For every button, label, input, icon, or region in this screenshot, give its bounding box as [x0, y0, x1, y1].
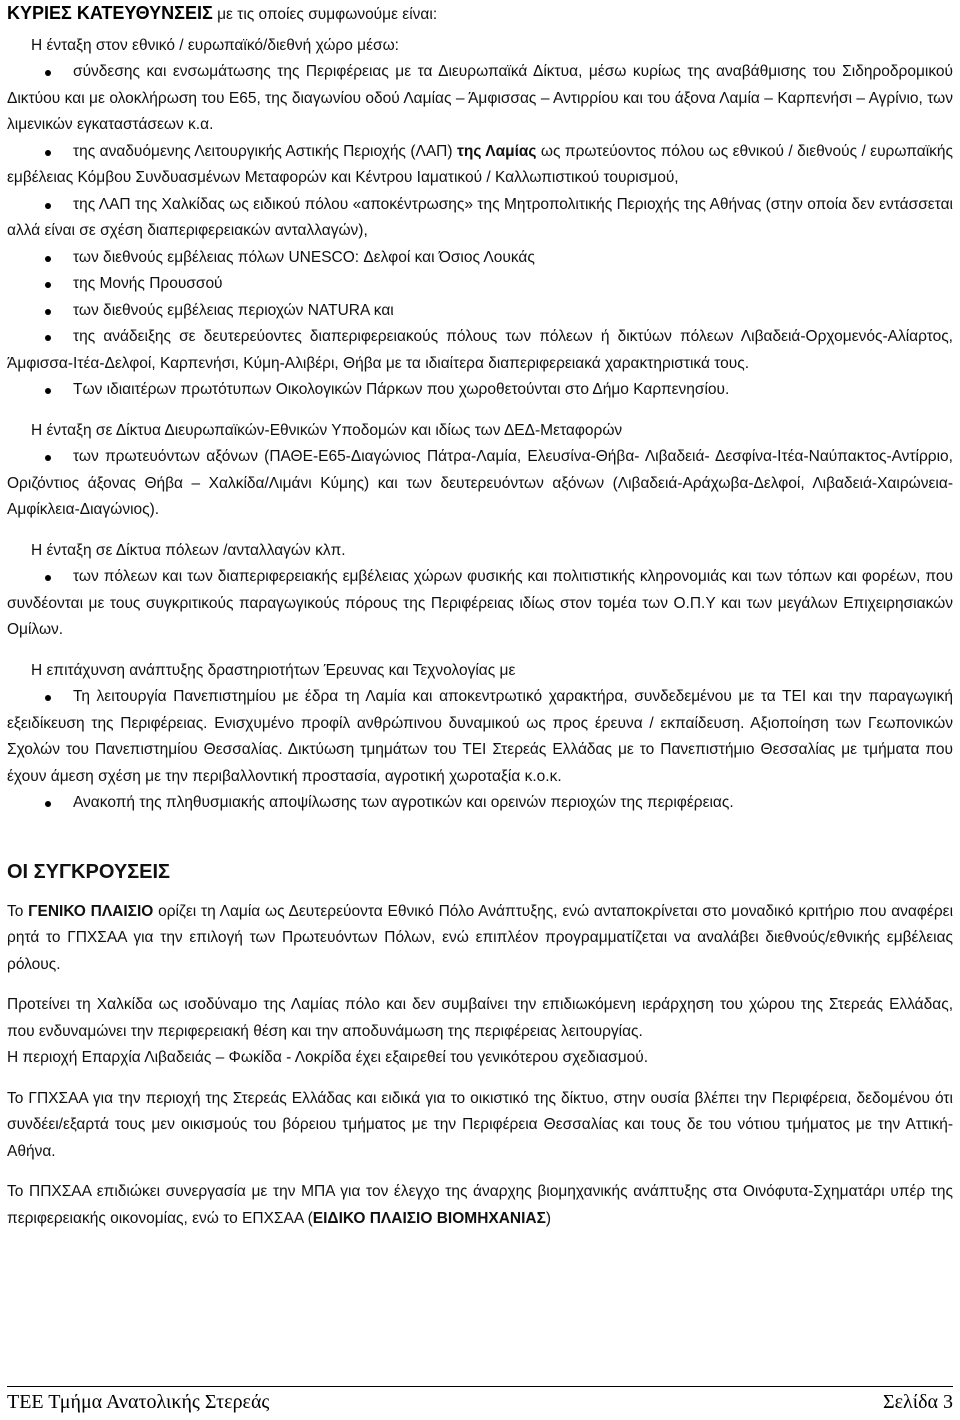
list-item: Τη λειτουργία Πανεπιστημίου με έδρα τη Λαμία και αποκεντρωτικό χαρακτήρα, συνδεδεμένου με τα ΤΕΙ και την παραγωγική εξειδίκευση της Περιφέρειας. Ενισχυμένο προφίλ ανθρώπινου δυναμικού ως προς έρευνα / εκπαίδευση. Αξιοποίηση των Γεωπονικών Σχολών του Πανεπιστημίου Θεσσαλίας. Δικτύωση τμημάτων του ΤΕΙ Στερεάς Ελλάδας με το Πανεπιστήμιο Θεσσαλίας με τμήματα που έχουν άμεση σχέση με την περιβαλλοντική προστασία, αγροτική χωροταξία κ.ο.κ.	[7, 688, 953, 785]
group2-subhead: Η ένταξη σε Δίκτυα Διευρωπαϊκών-Εθνικών Υποδομών και ιδίως των ΔΕΔ-Μεταφορών	[31, 421, 623, 439]
list-item: της ανάδειξης σε δευτερεύοντες διαπεριφερειακούς πόλους των πόλεων ή δικτύων πόλεων Λιβαδειά-Ορχομενός-Αλίαρτος, Άμφισσα-Ιτέα-Δελφοί, Καρπενήσι, Κύμη-Αλιβέρι, Θήβα με τα ιδιαίτερα διαπεριφερειακά χαρακτηριστικά τους.	[7, 328, 953, 372]
conflicts-paragraph-1: Το ΓΕΝΙΚΟ ΠΛΑΙΣΙΟ ορίζει τη Λαμία ως Δευτερεύοντα Εθνικό Πόλο Ανάπτυξης, ενώ ανταποκρίνεται στο μοναδικό κριτήριο που αναφέρει ρητά το ΓΠΧΣΑΑ για την επιλογή των Πρωτευόντων Πόλων, ενώ επιπλέον προγραμματίζεται να αναλάβει διεθνούς/εθνικής εμβέλειας ρόλους.	[7, 902, 954, 973]
bullet-icon	[45, 335, 51, 341]
bullet-icon	[45, 282, 51, 288]
bullet-icon	[45, 309, 51, 315]
intro-heading-suffix: με τις οποίες συμφωνούμε είναι:	[212, 6, 438, 23]
list-item: σύνδεσης και ενσωμάτωσης της Περιφέρειας με τα Διευρωπαϊκά Δίκτυα, μέσω κυρίως της αναβάθμισης του Σιδηροδρομικού Δικτύου και με ολοκλήρωση του Ε65, της διαγωνίου οδού Λαμίας – Άμφισσας – Αντιρρίου και του άξονα Λαμία – Καρπενήσι – Αγρίνιο, των λιμενικών εγκαταστάσεων κ.α.	[7, 63, 953, 133]
group1-subhead: Η ένταξη στον εθνικό / ευρωπαϊκό/διεθνή χώρο μέσω:	[31, 36, 399, 54]
footer-page-number: Σελίδα 3	[882, 1391, 953, 1413]
page-footer	[7, 1386, 953, 1414]
list-item: της Μονής Προυσσού	[7, 271, 953, 298]
bullet-icon	[45, 70, 51, 76]
bullet-icon	[45, 203, 51, 209]
group3-subhead: Η ένταξη σε Δίκτυα πόλεων /ανταλλαγών κλπ.	[31, 541, 346, 559]
list-item: των πόλεων και των διαπεριφερειακής εμβέλειας χώρων φυσικής και πολιτιστικής κληρονομιάς και των τόπων και φορέων, που συνδέονται με τους συγκριτικούς παραγωγικούς πόρους της Περιφέρειας ιδίως στον τομέα των Ο.Π.Υ και των μεγάλων Επιχειρησιακών Ομίλων.	[7, 568, 953, 638]
conflicts-paragraph-5: Το ΠΠΧΣΑΑ επιδιώκει συνεργασία με την ΜΠΑ για τον έλεγχο της άναρχης βιομηχανικής ανάπτυξης στα Οινόφυτα-Σχηματάρι υπέρ της περιφερειακής οικονομίας, ενώ το ΕΠΧΣΑΑ (ΕΙΔΙΚΟ ΠΛΑΙΣΙΟ ΒΙΟΜΗΧΑΝΙΑΣ)	[7, 1183, 953, 1227]
bullet-icon	[45, 695, 51, 701]
list-item: της ΛΑΠ της Χαλκίδας ως ειδικού πόλου «αποκέντρωσης» της Μητροπολιτικής Περιοχής της Αθήνας (στην οποία δεν εντάσσεται αλλά είναι σε σχέση διαπεριφερειακών ανταλλαγών),	[7, 195, 953, 239]
conflicts-paragraph-4: Το ΓΠΧΣΑΑ για την περιοχή της Στερεάς Ελλάδας και ειδικά για το οικιστικό της δίκτυο, στην ουσία βλέπει την Περιφέρεια, δεδομένου ότι συνδέει/εξαρτά τους μεν οικισμούς του βόρειου τμήματος με την Περιφέρεια Θεσσαλίας και τους δε του νότιου τμήματος με την Αττική-Αθήνα.	[7, 1089, 953, 1160]
list-item: της αναδυόμενης Λειτουργικής Αστικής Περιοχής (ΛΑΠ) της Λαμίας ως πρωτεύοντος πόλου ως εθνικού / διεθνούς / ευρωπαϊκής εμβέλειας Κόμβου Συνδυασμένων Μεταφορών και Κέντρου Ιαματικού / Καλλωπιστικού τουρισμού,	[7, 142, 953, 186]
group4-subhead: Η επιτάχυνση ανάπτυξης δραστηριοτήτων Έρευνας και Τεχνολογίας με	[31, 661, 516, 679]
list-item: Των ιδιαιτέρων πρωτότυπων Οικολογικών Πάρκων που χωροθετούνται στο Δήμο Καρπενησίου.	[7, 377, 953, 404]
list-item: των πρωτευόντων αξόνων (ΠΑΘΕ-Ε65-Διαγώνιος Πάτρα-Λαμία, Ελευσίνα-Θήβα- Λιβαδειά- Δεσφίνα-Ιτέα-Ναύπακτος-Αντίρριο, Οριζόντιος άξονας Θήβα – Χαλκίδα/Λιμάνι Κύμης) και των δευτερευόντων αξόνων (Λιβαδειά-Αράχωβα-Δελφοί, Λιβαδειά-Χαιρώνεια-Αμφίκλεια-Διαγώνιος).	[7, 448, 953, 518]
bullet-icon	[45, 801, 51, 807]
intro-line	[7, 0, 953, 29]
footer-organization: ΤΕΕ Τμήμα Ανατολικής Στερεάς	[7, 1391, 270, 1413]
bullet-icon	[45, 575, 51, 581]
bullet-icon	[45, 256, 51, 262]
intro-heading: ΚΥΡΙΕΣ ΚΑΤΕΥΘΥΝΣΕΙΣ	[7, 3, 213, 23]
bullet-icon	[45, 150, 51, 156]
bullet-icon	[45, 388, 51, 394]
list-item: των διεθνούς εμβέλειας περιοχών NATURA και	[7, 298, 953, 325]
list-item: των διεθνούς εμβέλειας πόλων UNESCO: Δελφοί και Όσιος Λουκάς	[7, 245, 953, 272]
bullet-icon	[45, 455, 51, 461]
document-page	[7, 0, 953, 1232]
list-item: Ανακοπή της πληθυσμιακής αποψίλωσης των αγροτικών και ορεινών περιοχών της περιφέρειας.	[7, 790, 953, 817]
conflicts-paragraph-2: Προτείνει τη Χαλκίδα ως ισοδύναμο της Λαμίας πόλο και δεν συμβαίνει την επιδιωκόμενη ιεράρχηση του χώρου της Στερεάς Ελλάδας, που ενδυναμώνει την περιφερειακή θέση και την αποδυνάμωση της περιφέρειας λειτουργίας.	[7, 996, 953, 1040]
conflicts-paragraph-3: Η περιοχή Επαρχία Λιβαδειάς – Φωκίδα - Λοκρίδα έχει εξαιρεθεί του γενικότερου σχεδιασμού.	[7, 1049, 649, 1066]
section-title-conflicts: ΟΙ ΣΥΓΚΡΟΥΣΕΙΣ	[7, 860, 171, 883]
